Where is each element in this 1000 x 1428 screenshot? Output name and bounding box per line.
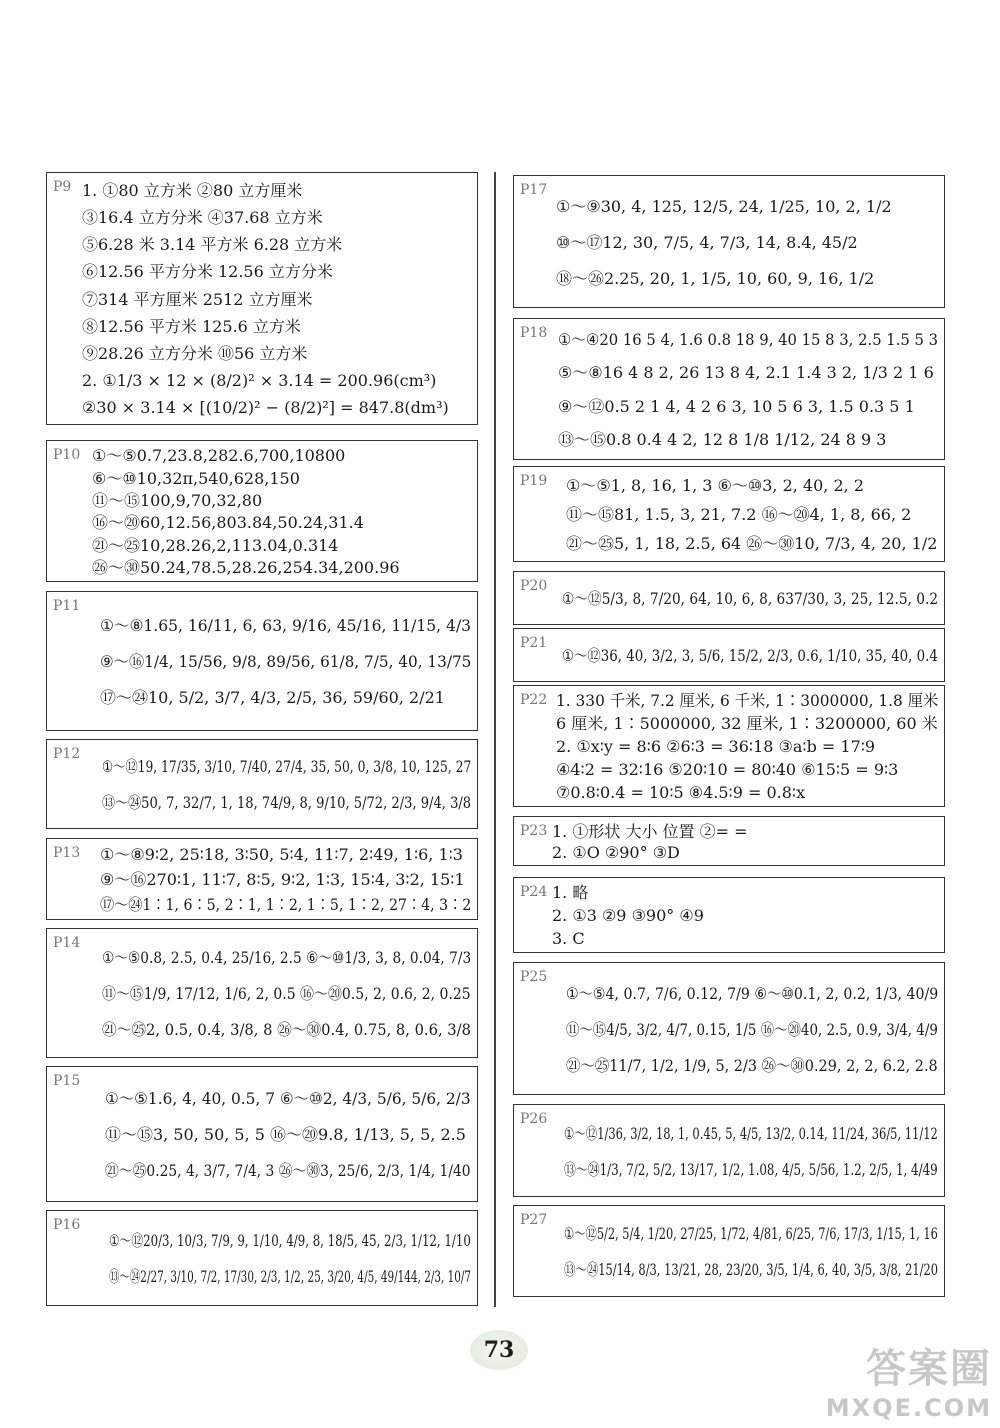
answer-line: ①～⑤4, 0.7, 7/6, 0.12, 7/9 ⑥～⑩0.1, 2, 0.2, 1/3, 40/9	[566, 983, 939, 1003]
answer-line: ㉑～㉕11/7, 1/2, 1/9, 5, 2/3 ㉖～㉚0.29, 2, 2, 6.2, 2.8	[566, 1055, 938, 1075]
page-ref-label: P15	[53, 1073, 81, 1089]
answer-box-p18	[513, 318, 945, 460]
answer-line: ①～④20 16 5 4, 1.6 0.8 18 9, 40 15 8 3, 2.5 1.5 5 3	[558, 329, 939, 349]
answer-box-p15	[46, 1066, 478, 1202]
page-ref-label: P24	[520, 884, 548, 900]
answer-box-p22	[513, 685, 945, 807]
page-ref-label: P18	[520, 325, 548, 341]
answer-line: ⑥～⑩10,32π,540,628,150	[92, 468, 300, 488]
answer-box-p9	[46, 172, 478, 425]
answer-line: ⑬～㉔50, 7, 32/7, 1, 18, 74/9, 8, 9/10, 5/72, 2/3, 9/4, 3/8	[102, 793, 472, 812]
answer-line: ㉖～㉚50.24,78.5,28.26,254.34,200.96	[92, 557, 400, 577]
answer-box-p16	[46, 1210, 478, 1306]
answer-line: ⑰～㉔1∶1, 6∶5, 2∶1, 1∶2, 1∶5, 1∶2, 27∶4, 3∶2	[100, 894, 472, 914]
answer-line: ③16.4 立方分米 ④37.68 立方米	[82, 207, 323, 227]
answer-box-p21	[513, 628, 945, 682]
answer-line: 2. ①1/3 × 12 × (8/2)² × 3.14 = 200.96(cm³)	[82, 371, 437, 391]
answer-line: 2. ①3 ②9 ③90° ④9	[552, 906, 704, 925]
page-ref-label: P20	[520, 578, 548, 594]
answer-box-p13	[46, 838, 478, 920]
answer-line: ㉑～㉕0.25, 4, 3/7, 7/4, 3 ㉖～㉚3, 25/6, 2/3, 1/4, 1/40	[105, 1161, 471, 1180]
answer-line: ①～⑤0.7,23.8,282.6,700,10800	[92, 446, 346, 466]
page-ref-label: P22	[520, 692, 548, 708]
answer-line: 6 厘米, 1∶5000000, 32 厘米, 1∶3200000, 60 米	[556, 714, 938, 734]
answer-box-p19	[513, 466, 945, 562]
page-ref-label: P11	[53, 598, 81, 614]
answer-box-p12	[46, 739, 478, 829]
answer-line: 1. ①80 立方米 ②80 立方厘米	[82, 180, 303, 200]
answer-line: ①～⑧1.65, 16/11, 6, 63, 9/16, 45/16, 11/15, 4/3	[100, 616, 472, 635]
answer-line: ⑦314 平方厘米 2512 立方厘米	[82, 289, 313, 309]
answer-line: ④4∶2 = 32∶16 ⑤20∶10 = 80∶40 ⑥15∶5 = 9∶3	[556, 759, 899, 779]
answer-line: ⑰～㉔10, 5/2, 3/7, 4/3, 2/5, 36, 59/60, 2/21	[100, 688, 445, 707]
page-ref-label: P23	[520, 823, 548, 839]
answer-line: ⑨～⑫0.5 2 1 4, 4 2 6 3, 10 5 6 3, 1.5 0.3 5 1	[558, 396, 915, 416]
answer-line: 1. 略	[552, 883, 589, 903]
answer-line: ⑯～⑳60,12.56,803.84,50.24,31.4	[92, 513, 364, 533]
answer-box-p11	[46, 591, 478, 731]
page-ref-label: P14	[53, 935, 81, 951]
answer-line: ⑧12.56 平方米 125.6 立方米	[82, 316, 301, 336]
watermark-line1: 答案圈	[866, 1346, 992, 1392]
answer-box-p26	[513, 1104, 945, 1197]
answer-line: ①～⑫20/3, 10/3, 7/9, 9, 1/10, 4/9, 8, 18/5, 45, 2/3, 1/12, 1/10	[109, 1231, 471, 1250]
answer-line: ⑬～㉔1/3, 7/2, 5/2, 13/17, 1/2, 1.08, 4/5, 5/56, 1.2, 2/5, 1, 4/49	[564, 1159, 938, 1179]
column-divider	[494, 172, 496, 1307]
answer-line: ⑬～㉔15/14, 8/3, 13/21, 28, 23/20, 3/5, 1/4, 6, 40, 3/5, 3/8, 21/20	[564, 1260, 938, 1279]
answer-line: ①～⑨30, 4, 125, 12/5, 24, 1/25, 10, 2, 1/2	[556, 196, 892, 216]
watermark-logo	[826, 1337, 992, 1422]
page-ref-label: P26	[520, 1111, 548, 1127]
page-ref-label: P17	[520, 182, 548, 198]
answer-line: 3. C	[552, 928, 585, 948]
answer-line: ⑤6.28 米 3.14 平方米 6.28 立方米	[82, 235, 343, 255]
answer-box-p27	[513, 1205, 945, 1297]
answer-line: ⑨～⑯270∶1, 11∶7, 8∶5, 9∶2, 1∶3, 15∶4, 3∶2, 15∶1	[100, 870, 465, 889]
page-number-badge	[464, 1330, 534, 1390]
answer-line: 2. ①O ②90° ③D	[552, 842, 680, 862]
answer-line: ⑪～⑮1/9, 17/12, 1/6, 2, 0.5 ⑯～⑳0.5, 2, 0.6, 2, 0.25	[102, 984, 471, 1003]
answer-box-p25	[513, 962, 945, 1095]
answer-line: ①～⑫19, 17/35, 3/10, 7/40, 27/4, 35, 50, 0, 3/8, 10, 125, 27	[102, 757, 472, 776]
answer-line: ⑪～⑮4/5, 3/2, 4/7, 0.15, 1/5 ⑯～⑳40, 2.5, 0.9, 3/4, 4/9	[566, 1019, 938, 1039]
answer-line: ①～⑫5/2, 5/4, 1/20, 27/25, 1/72, 4/81, 6/25, 7/6, 17/3, 1/15, 1, 16	[564, 1224, 938, 1243]
answer-box-p20	[513, 571, 945, 625]
answer-line: ㉑～㉕5, 1, 18, 2.5, 64 ㉖～㉚10, 7/3, 4, 20, 1/2	[566, 534, 938, 554]
answer-line: ⑪～⑮3, 50, 50, 5, 5 ⑯～⑳9.8, 1/13, 5, 5, 2.5	[105, 1125, 466, 1144]
answer-line: ①～⑤1.6, 4, 40, 0.5, 7 ⑥～⑩2, 4/3, 5/6, 5/6, 2/3	[105, 1089, 471, 1108]
answer-line: 1. 330 千米, 7.2 厘米, 6 千米, 1∶3000000, 1.8 厘米	[556, 691, 939, 711]
answer-line: ①～⑫36, 40, 3/2, 3, 5/6, 15/2, 2/3, 0.6, 1/10, 35, 40, 0.4	[562, 646, 938, 665]
answer-line: ②30 × 3.14 × [(10/2)² − (8/2)²] = 847.8(dm³)	[82, 398, 449, 418]
page-ref-label: P25	[520, 969, 548, 985]
answer-line: ㉑～㉕2, 0.5, 0.4, 3/8, 8 ㉖～㉚0.4, 0.75, 8, 0.6, 3/8	[102, 1020, 471, 1039]
page-ref-label: P19	[520, 473, 548, 489]
answer-box-p23	[513, 816, 945, 866]
answer-box-p10	[46, 440, 478, 582]
watermark-line2: MXQE.COM	[825, 1394, 992, 1422]
answer-line: ⑦0.8∶0.4 = 10∶5 ⑧4.5∶9 = 0.8∶x	[556, 782, 806, 802]
answer-line: ①～⑤1, 8, 16, 1, 3 ⑥～⑩3, 2, 40, 2, 2	[566, 475, 864, 495]
answer-line: ①～⑤0.8, 2.5, 0.4, 25/16, 2.5 ⑥～⑩1/3, 3, 8, 0.04, 7/3	[102, 948, 472, 967]
answer-line: ⑨～⑯1/4, 15/56, 9/8, 89/56, 61/8, 7/5, 40, 13/75	[100, 652, 472, 671]
answer-box-p14	[46, 928, 478, 1058]
answer-box-p24	[513, 877, 945, 953]
answer-line: ㉑～㉕10,28.26,2,113.04,0.314	[92, 535, 339, 555]
answer-line: 1. ①形状 大小 位置 ②= =	[552, 821, 748, 841]
answer-box-p17	[513, 175, 945, 308]
page-ref-label: P16	[53, 1217, 81, 1233]
answer-line: ⑥12.56 平方分米 12.56 立方分米	[82, 262, 333, 282]
answer-line: ⑪～⑮100,9,70,32,80	[92, 490, 263, 510]
page-ref-label: P12	[53, 746, 81, 762]
answer-line: 2. ①x∶y = 8∶6 ②6∶3 = 36∶18 ③a∶b = 17∶9	[556, 737, 876, 756]
page-ref-label: P21	[520, 635, 548, 651]
answer-line: ⑤～⑧16 4 8 2, 26 13 8 4, 2.1 1.4 3 2, 1/3 2 1 6	[558, 363, 934, 383]
answer-line: ⑨28.26 立方分米 ⑩56 立方米	[82, 343, 308, 363]
page-number: 73	[470, 1330, 528, 1370]
answer-line: ⑬～㉔2/27, 3/10, 7/2, 17/30, 2/3, 1/2, 25, 3/20, 4/5, 49/144, 2/3, 10/7	[109, 1267, 472, 1286]
answer-line: ①～⑫1/36, 3/2, 18, 1, 0.45, 5, 4/5, 13/2, 0.14, 11/24, 36/5, 11/12	[564, 1123, 938, 1143]
page-ref-label: P9	[53, 179, 72, 195]
answer-line: ①～⑫5/3, 8, 7/20, 64, 10, 6, 8, 637/30, 3, 25, 12.5, 0.2	[562, 589, 939, 608]
answer-line: ⑱～㉖2.25, 20, 1, 1/5, 10, 60, 9, 16, 1/2	[556, 268, 875, 288]
page-ref-label: P10	[53, 447, 81, 463]
answer-line: ①～⑧9∶2, 25∶18, 3∶50, 5∶4, 11∶7, 2∶49, 1∶6, 1∶3	[100, 845, 463, 865]
answer-line: ⑩～⑰12, 30, 7/5, 4, 7/3, 14, 8.4, 45/2	[556, 232, 858, 252]
page-ref-label: P13	[53, 845, 81, 861]
answer-line: ⑪～⑮81, 1.5, 3, 21, 7.2 ⑯～⑳4, 1, 8, 66, 2	[566, 505, 912, 524]
page-ref-label: P27	[520, 1212, 548, 1228]
answer-line: ⑬～⑮0.8 0.4 4 2, 12 8 1/8 1/12, 24 8 9 3	[558, 430, 887, 450]
